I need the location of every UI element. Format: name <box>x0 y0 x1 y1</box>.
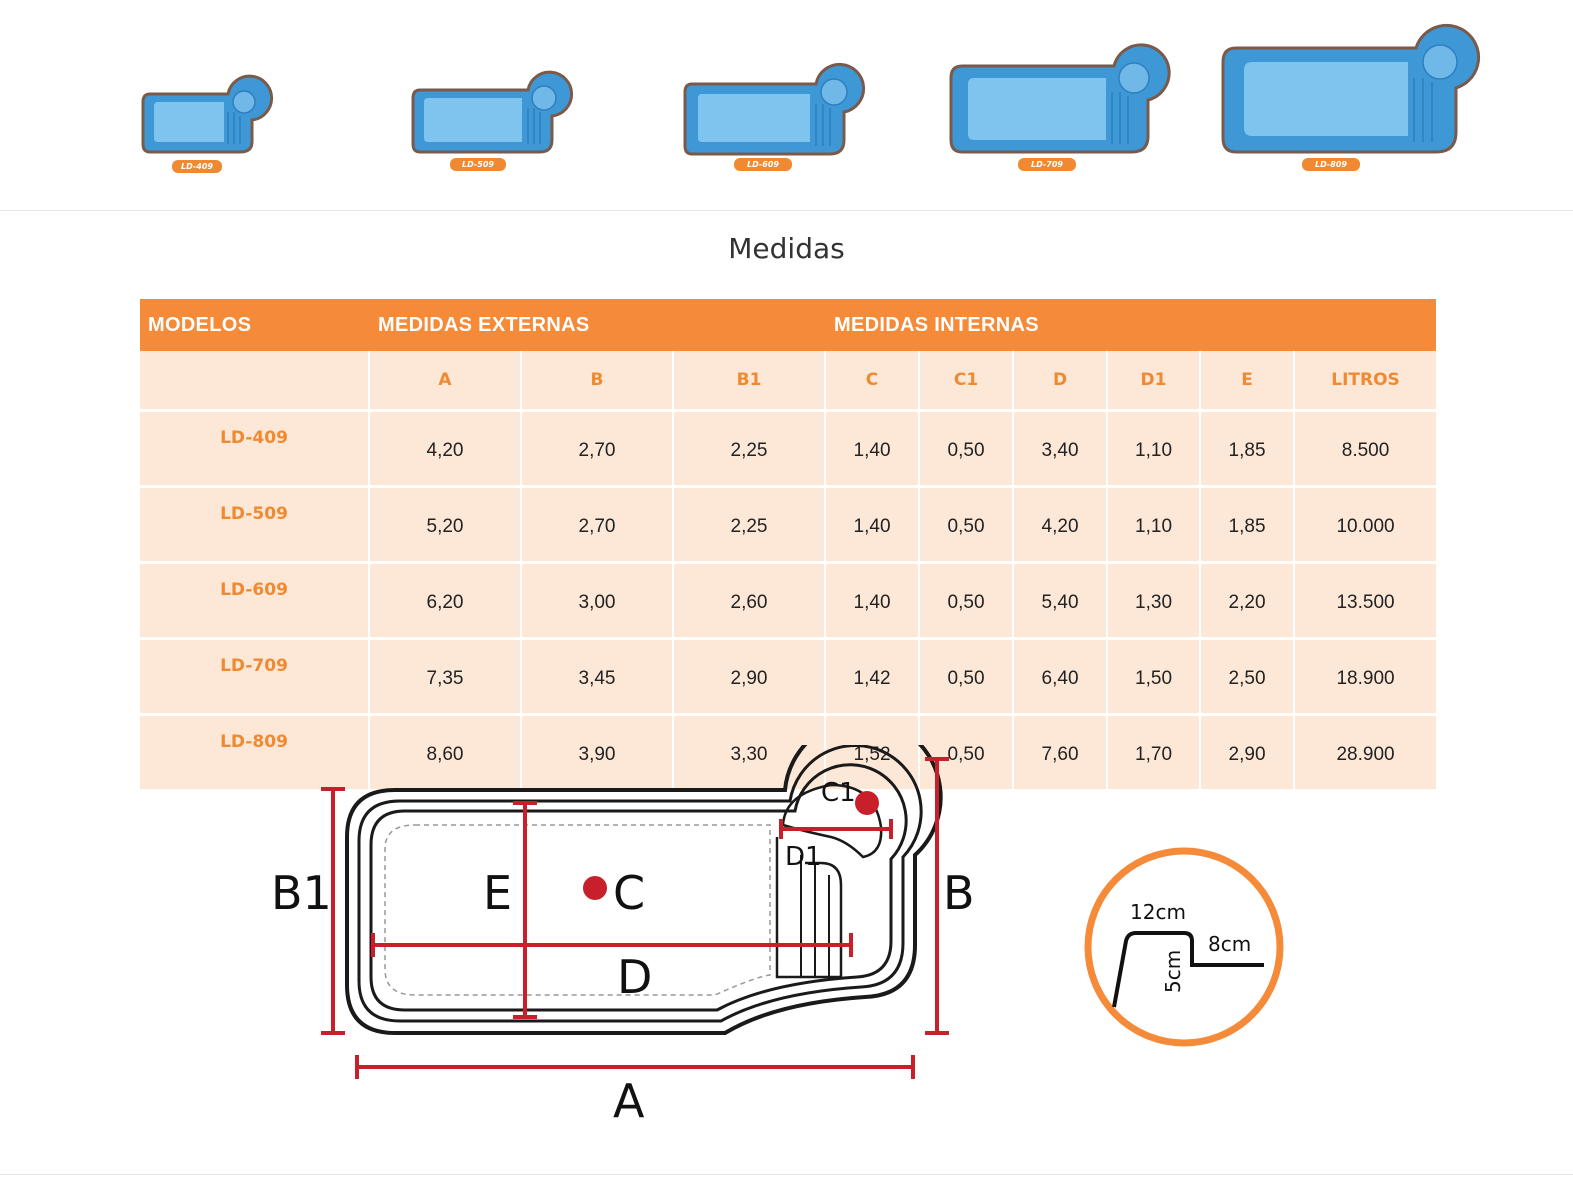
header-medidas-externas: MEDIDAS EXTERNAS <box>370 299 826 351</box>
pool-model-label: LD-509 <box>450 158 506 171</box>
pool-model-label: LD-409 <box>172 160 222 173</box>
pool-models-strip <box>0 0 1573 211</box>
model-cell: LD-809 <box>140 716 370 792</box>
value-cell: 4,20 <box>1014 488 1108 564</box>
header-medidas-internas: MEDIDAS INTERNAS <box>826 299 1436 351</box>
divider <box>0 1174 1573 1175</box>
header-modelos: MODELOS <box>140 299 370 351</box>
table-row <box>140 412 1436 488</box>
label-top-width: 12cm <box>1130 900 1186 924</box>
value-cell: 5,40 <box>1014 564 1108 640</box>
pool-model-label: LD-709 <box>1018 158 1076 171</box>
pool-thumbnail-ld-809[interactable] <box>1220 32 1472 174</box>
value-cell: 6,20 <box>370 564 522 640</box>
value-cell: 1,10 <box>1108 412 1201 488</box>
value-cell: 2,60 <box>674 564 826 640</box>
column-header: C1 <box>920 351 1014 412</box>
value-cell: 1,40 <box>826 412 920 488</box>
value-cell: 2,25 <box>674 412 826 488</box>
center-marker-icon <box>583 876 607 900</box>
pool-shape-icon <box>948 52 1162 156</box>
seat-marker-icon <box>855 791 879 815</box>
value-cell: 0,50 <box>920 716 1014 792</box>
pool-shape-icon <box>410 78 566 156</box>
column-header: LITROS <box>1295 351 1436 412</box>
value-cell: 0,50 <box>920 564 1014 640</box>
pool-outline-drawing <box>255 745 995 1135</box>
value-cell: 1,40 <box>826 488 920 564</box>
value-cell: 3,45 <box>522 640 674 716</box>
column-header: D <box>1014 351 1108 412</box>
model-cell: LD-409 <box>140 412 370 488</box>
label-d: D <box>617 950 653 1004</box>
label-c: C <box>613 866 646 920</box>
value-cell: 2,90 <box>674 640 826 716</box>
value-cell: 7,35 <box>370 640 522 716</box>
value-cell: 1,30 <box>1108 564 1201 640</box>
table-row <box>140 640 1436 716</box>
label-right-width: 8cm <box>1208 932 1252 956</box>
column-header: B1 <box>674 351 826 412</box>
value-cell: 7,60 <box>1014 716 1108 792</box>
pool-model-label: LD-609 <box>734 158 792 171</box>
column-header-empty <box>140 351 370 412</box>
pool-thumbnail-ld-709[interactable] <box>948 52 1162 174</box>
label-a: A <box>613 1074 645 1128</box>
table-column-row <box>140 351 1436 412</box>
divider <box>0 210 1573 211</box>
value-cell: 2,20 <box>1201 564 1295 640</box>
value-cell: 2,90 <box>1201 716 1295 792</box>
value-cell: 0,50 <box>920 640 1014 716</box>
pool-dimension-diagram <box>255 745 995 1135</box>
pool-thumbnail-ld-609[interactable] <box>682 70 858 174</box>
page-title: Medidas <box>728 232 845 265</box>
table-row <box>140 564 1436 640</box>
edge-profile-drawing <box>1082 847 1286 1051</box>
value-cell: 2,50 <box>1201 640 1295 716</box>
model-cell: LD-609 <box>140 564 370 640</box>
pool-shape-icon <box>1220 32 1472 156</box>
label-e: E <box>483 866 513 920</box>
value-cell: 2,70 <box>522 412 674 488</box>
value-cell: 18.900 <box>1295 640 1436 716</box>
value-cell: 13.500 <box>1295 564 1436 640</box>
value-cell: 1,70 <box>1108 716 1201 792</box>
value-cell: 1,40 <box>826 564 920 640</box>
value-cell: 0,50 <box>920 488 1014 564</box>
value-cell: 0,50 <box>920 412 1014 488</box>
value-cell: 8,60 <box>370 716 522 792</box>
table-header-row <box>140 299 1436 351</box>
column-header: B <box>522 351 674 412</box>
column-header: C <box>826 351 920 412</box>
label-b: B <box>943 866 975 920</box>
pool-shape-icon <box>682 70 858 158</box>
value-cell: 1,50 <box>1108 640 1201 716</box>
value-cell: 2,25 <box>674 488 826 564</box>
value-cell: 6,40 <box>1014 640 1108 716</box>
value-cell: 1,85 <box>1201 488 1295 564</box>
value-cell: 5,20 <box>370 488 522 564</box>
value-cell: 3,30 <box>674 716 826 792</box>
label-c1: C1 <box>821 778 856 808</box>
pool-thumbnail-ld-409[interactable] <box>140 82 266 174</box>
label-step-height: 5cm <box>1161 949 1185 993</box>
model-cell: LD-709 <box>140 640 370 716</box>
value-cell: 3,40 <box>1014 412 1108 488</box>
value-cell: 3,00 <box>522 564 674 640</box>
pool-model-label: LD-809 <box>1302 158 1360 171</box>
measurements-table <box>140 299 1436 792</box>
pool-shape-icon <box>140 82 266 157</box>
value-cell: 10.000 <box>1295 488 1436 564</box>
label-b1: B1 <box>271 866 332 920</box>
table-row <box>140 488 1436 564</box>
column-header: A <box>370 351 522 412</box>
value-cell: 28.900 <box>1295 716 1436 792</box>
value-cell: 2,70 <box>522 488 674 564</box>
pool-thumbnail-ld-509[interactable] <box>410 78 566 174</box>
edge-profile-detail <box>1082 847 1286 1051</box>
value-cell: 1,85 <box>1201 412 1295 488</box>
value-cell: 3,90 <box>522 716 674 792</box>
column-header: D1 <box>1108 351 1201 412</box>
value-cell: 8.500 <box>1295 412 1436 488</box>
value-cell: 1,10 <box>1108 488 1201 564</box>
label-d1: D1 <box>785 842 822 872</box>
value-cell: 1,52 <box>826 716 920 792</box>
model-cell: LD-509 <box>140 488 370 564</box>
value-cell: 1,42 <box>826 640 920 716</box>
column-header: E <box>1201 351 1295 412</box>
value-cell: 4,20 <box>370 412 522 488</box>
